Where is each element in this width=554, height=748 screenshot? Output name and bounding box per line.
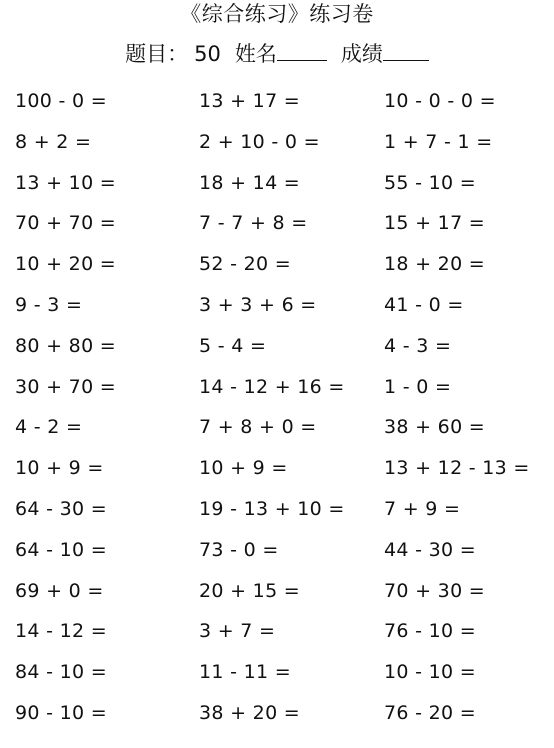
problem-item: 7 + 9 = bbox=[384, 497, 461, 520]
problem-row bbox=[0, 407, 554, 448]
problem-row bbox=[0, 652, 554, 693]
score-blank-line[interactable] bbox=[383, 38, 429, 61]
problem-item: 70 + 70 = bbox=[15, 212, 117, 235]
problem-item: 76 - 10 = bbox=[384, 620, 476, 643]
problem-row bbox=[0, 122, 554, 163]
problem-item: 10 - 0 - 0 = bbox=[384, 90, 496, 112]
problem-row bbox=[0, 367, 554, 408]
problem-row bbox=[0, 530, 554, 571]
question-count-value: 50 bbox=[194, 42, 221, 66]
problem-item: 90 - 10 = bbox=[15, 701, 107, 724]
problem-item: 84 - 10 = bbox=[15, 661, 107, 684]
problem-item: 14 - 12 + 16 = bbox=[199, 375, 345, 398]
problem-item: 64 - 30 = bbox=[15, 497, 107, 520]
problem-item: 10 - 10 = bbox=[384, 661, 476, 684]
problem-item: 38 + 60 = bbox=[384, 416, 486, 439]
problem-item: 10 + 20 = bbox=[15, 253, 117, 276]
problem-grid bbox=[0, 81, 554, 734]
problem-item: 80 + 80 = bbox=[15, 334, 117, 357]
problem-item: 69 + 0 = bbox=[15, 579, 104, 602]
problem-item: 11 - 11 = bbox=[199, 661, 291, 684]
problem-item: 64 - 10 = bbox=[15, 538, 107, 561]
problem-item: 18 + 20 = bbox=[384, 253, 486, 276]
problem-row bbox=[0, 611, 554, 652]
problem-item: 15 + 17 = bbox=[384, 212, 486, 235]
name-blank-line[interactable] bbox=[277, 38, 327, 61]
problem-item: 1 - 0 = bbox=[384, 375, 452, 398]
worksheet-title: 《综合练习》练习卷 bbox=[180, 2, 374, 26]
problem-item: 70 + 30 = bbox=[384, 579, 486, 602]
problem-item: 3 + 3 + 6 = bbox=[199, 293, 317, 316]
problem-item: 100 - 0 = bbox=[15, 90, 107, 112]
worksheet-meta bbox=[0, 38, 554, 69]
problem-item: 13 + 17 = bbox=[199, 90, 301, 112]
problem-item: 44 - 30 = bbox=[384, 538, 476, 561]
problem-item: 7 + 8 + 0 = bbox=[199, 416, 317, 439]
problem-item: 7 - 7 + 8 = bbox=[199, 212, 308, 235]
problem-item: 4 - 3 = bbox=[384, 334, 452, 357]
score-label: 成绩 bbox=[340, 42, 383, 66]
problem-row bbox=[0, 81, 554, 122]
question-count-label: 题目： bbox=[125, 42, 189, 66]
problem-item: 13 + 10 = bbox=[15, 171, 117, 194]
problem-item: 38 + 20 = bbox=[199, 701, 301, 724]
problem-item: 52 - 20 = bbox=[199, 253, 291, 276]
problem-item: 1 + 7 - 1 = bbox=[384, 130, 493, 153]
problem-item: 20 + 15 = bbox=[199, 579, 301, 602]
problem-item: 14 - 12 = bbox=[15, 620, 107, 643]
problem-item: 76 - 20 = bbox=[384, 701, 476, 724]
problem-item: 4 - 2 = bbox=[15, 416, 83, 439]
problem-row bbox=[0, 326, 554, 367]
problem-item: 5 - 4 = bbox=[199, 334, 267, 357]
problem-item: 13 + 12 - 13 = bbox=[384, 457, 530, 480]
problem-item: 2 + 10 - 0 = bbox=[199, 130, 320, 153]
problem-item: 9 - 3 = bbox=[15, 293, 83, 316]
problem-item: 19 - 13 + 10 = bbox=[199, 497, 345, 520]
problem-item: 18 + 14 = bbox=[199, 171, 301, 194]
problem-row bbox=[0, 285, 554, 326]
name-label: 姓名 bbox=[234, 42, 277, 66]
problem-row bbox=[0, 203, 554, 244]
problem-row bbox=[0, 163, 554, 204]
problem-row bbox=[0, 489, 554, 530]
problem-item: 41 - 0 = bbox=[384, 293, 464, 316]
problem-row bbox=[0, 244, 554, 285]
problem-item: 3 + 7 = bbox=[199, 620, 276, 643]
problem-item: 10 + 9 = bbox=[15, 457, 104, 480]
problem-item: 30 + 70 = bbox=[15, 375, 117, 398]
problem-row bbox=[0, 693, 554, 734]
problem-item: 73 - 0 = bbox=[199, 538, 279, 561]
problem-item: 55 - 10 = bbox=[384, 171, 476, 194]
problem-item: 8 + 2 = bbox=[15, 130, 92, 153]
problem-row bbox=[0, 448, 554, 489]
problem-item: 10 + 9 = bbox=[199, 457, 288, 480]
problem-row bbox=[0, 571, 554, 612]
